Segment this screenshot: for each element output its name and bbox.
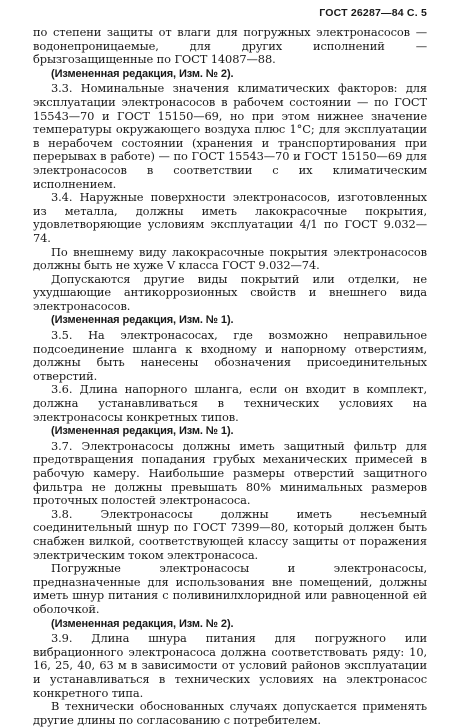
- edition-note: (Измененная редакция, Изм. № 1).: [51, 314, 234, 327]
- edition-note: (Измененная редакция, Изм. № 2).: [51, 67, 234, 80]
- document-body: [33, 26, 427, 727]
- paragraph: 3.7. Электронасосы должны иметь защитный фильтр для предотвращения попадания грубых механических примесей в рабочую камеру. Наибольшие размеры отверстий защитного фильтра не должны превышать 80% минимальных размеров проточных полостей электронасоса.: [33, 438, 427, 508]
- paragraph: 3.9. Длина шнура питания для погружного или вибрационного электронасоса должна соответствовать ряду: 10, 16, 25, 40, 63 м в зависимости от условий районов эксплуатации и устанавливаться в технических условиях на электронасос конкретного типа.: [33, 631, 427, 700]
- paragraph: по степени защиты от влаги для погружных электронасосов — водонепроницаемые, для других исполнений — брызгозащищенные по ГОСТ 14087—88.: [33, 25, 427, 67]
- edition-note: (Измененная редакция, Изм. № 1).: [51, 425, 234, 438]
- paragraph: 3.8. Электронасосы должны иметь несъемный соединительный шнур по ГОСТ 7399—80, который должен быть снабжен вилкой, соответствующей классу защиты от поражения электрическим током электронасоса.: [33, 506, 427, 562]
- paragraph: 3.4. Наружные поверхности электронасосов, изготовленных из металла, должны иметь лакокрасочные покрытия, удовлетворяющие условиям эксплуатации 4/1 по ГОСТ 9.032—74.: [33, 190, 427, 245]
- paragraph: 3.5. На электронасосах, где возможно неправильное подсоединение шланга к входному и напорному отверстиям, должны быть нанесены обозначения присоединительных отверстий.: [33, 328, 427, 383]
- paragraph: Допускаются другие виды покрытий или отделки, не ухудшающие антикоррозионных свойств и внешнего вида электронасосов.: [33, 271, 427, 313]
- paragraph: Погружные электронасосы и электронасосы, предназначенные для использования вне помещений, должны иметь шнур питания с поливинилхлоридной или равноценной ей оболочкой.: [33, 561, 427, 616]
- paragraph: 3.6. Длина напорного шланга, если он входит в комплект, должна устанавливаться в технических условиях на электронасосы конкретных типов.: [33, 382, 427, 424]
- edition-note: (Измененная редакция, Изм. № 2).: [51, 617, 234, 630]
- paragraph: По внешнему виду лакокрасочные покрытия электронасосов должны быть не хуже V класса ГОСТ 9.032—74.: [33, 244, 427, 273]
- paragraph: 3.3. Номинальные значения климатических факторов: для эксплуатации электронасосов в рабочем состоянии — по ГОСТ 15543—70 и ГОСТ 15150—69, но при этом нижнее значение температуры окружающего воздуха плюс 1°С; для эксплуатации в нерабочем состоянии (хранения и транспортирования при перерывах в работе) — по ГОСТ 15543—70 и ГОСТ 15150—69 для электронасосов в соответствии с их климатическим исполнением.: [33, 81, 427, 191]
- paragraph: В технически обоснованных случаях допускается применять другие длины по согласованию с потребителем.: [33, 699, 427, 727]
- page-header: ГОСТ 26287—84 С. 5: [319, 7, 427, 19]
